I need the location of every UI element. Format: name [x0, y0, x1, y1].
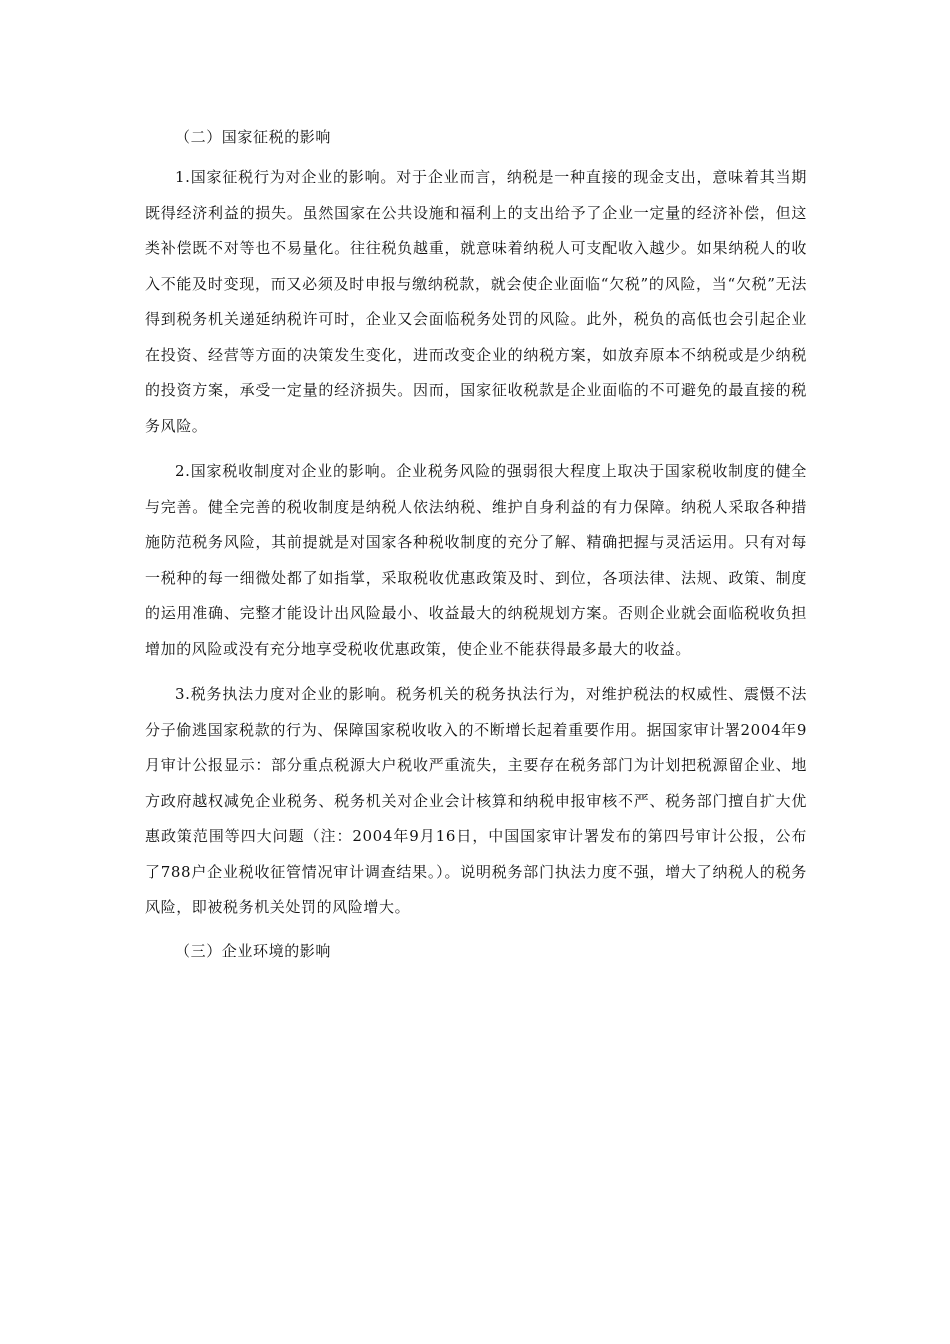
paragraph-1: 1.国家征税行为对企业的影响。对于企业而言，纳税是一种直接的现金支出，意味着其当期既得经济利益的损失。虽然国家在公共设施和福利上的支出给予了企业一定量的经济补偿，但这类补偿既不对等也不易量化。往往税负越重，就意味着纳税人可支配收入越少。如果纳税人的收入不能及时变现，而又必须及时申报与缴纳税款，就会使企业面临“欠税”的风险，当“欠税”无法得到税务机关递延纳税许可时，企业又会面临税务处罚的风险。此外，税负的高低也会引起企业在投资、经营等方面的决策发生变化，进而改变企业的纳税方案，如放弃原本不纳税或是少纳税的投资方案，承受一定量的经济损失。因而，国家征收税款是企业面临的不可避免的最直接的税务风险。	[145, 168, 807, 435]
document-body	[145, 122, 807, 966]
section-heading-3: （三）企业环境的影响	[175, 941, 332, 960]
paragraph-3: 3.税务执法力度对企业的影响。税务机关的税务执法行为，对维护税法的权威性、震慑不法分子偷逃国家税款的行为、保障国家税收收入的不断增长起着重要作用。据国家审计署2004年9月审计公报显示：部分重点税源大户税收严重流失，主要存在税务部门为计划把税源留企业、地方政府越权减免企业税务、税务机关对企业会计核算和纳税申报审核不严、税务部门擅自扩大优惠政策范围等四大问题（注：2004年9月16日，中国国家审计署发布的第四号审计公报，公布了788户企业税收征管情况审计调查结果。）。说明税务部门执法力度不强，增大了纳税人的税务风险，即被税务机关处罚的风险增大。	[145, 685, 807, 916]
section-heading-2: （二）国家征税的影响	[175, 128, 332, 146]
paragraph-2: 2.国家税收制度对企业的影响。企业税务风险的强弱很大程度上取决于国家税收制度的健全与完善。健全完善的税收制度是纳税人依法纳税、维护自身利益的有力保障。纳税人采取各种措施防范税务风险，其前提就是对国家各种税收制度的充分了解、精确把握与灵活运用。只有对每一税种的每一细微处都了如指掌，采取税收优惠政策及时、到位，各项法律、法规、政策、制度的运用准确、完整才能设计出风险最小、收益最大的纳税规划方案。否则企业就会面临税收负担增加的风险或没有充分地享受税收优惠政策，使企业不能获得最多最大的收益。	[145, 462, 807, 658]
